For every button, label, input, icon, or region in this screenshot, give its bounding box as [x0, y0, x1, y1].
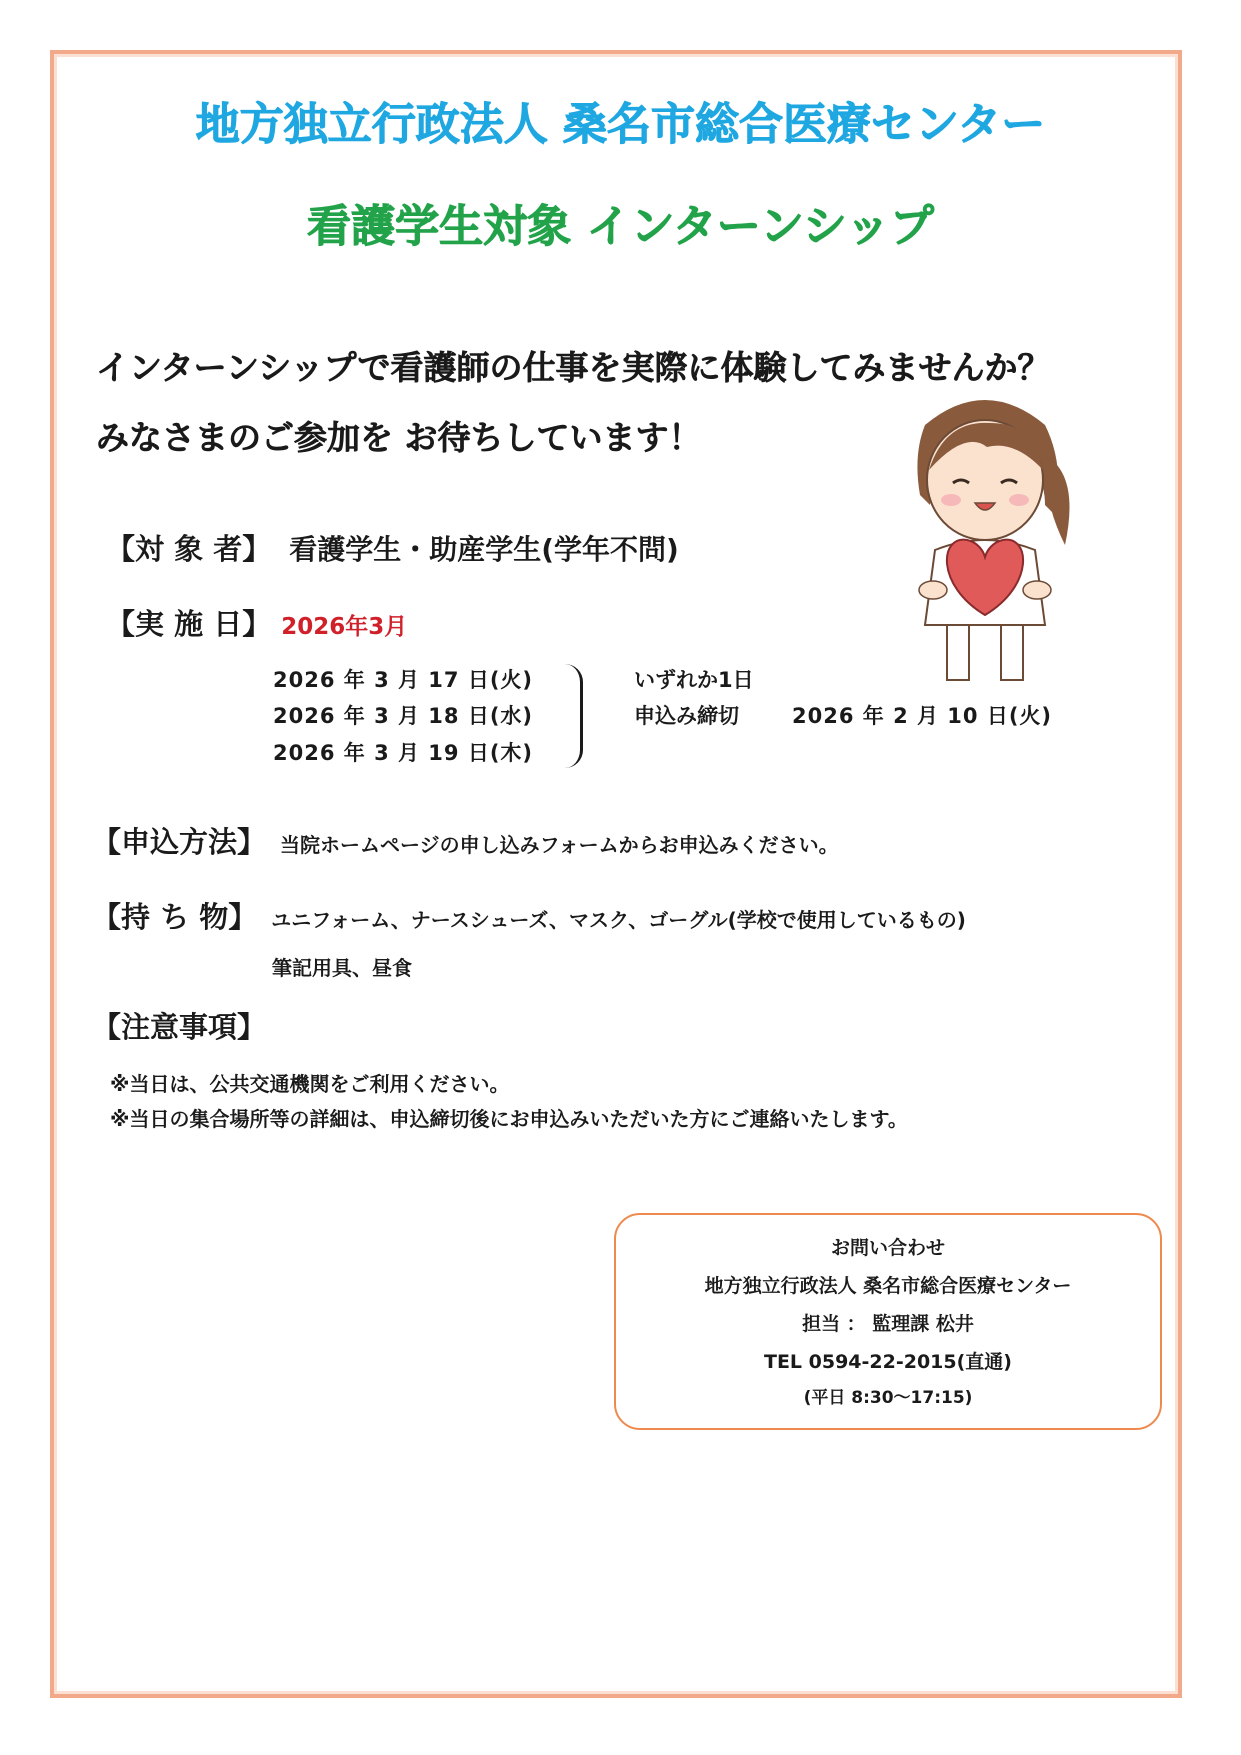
- deadline-label: 申込み締切: [634, 704, 739, 728]
- belongings-line1: ユニフォーム、ナースシューズ、マスク、ゴーグル(学校で使用しているもの): [271, 908, 966, 932]
- belongings-label: 【持 ち 物】: [92, 900, 258, 934]
- notes-row: [92, 1005, 266, 1046]
- contact-hours: (平日 8:30～17:15): [803, 1388, 973, 1408]
- organization-title: 地方独立行政法人 桑名市総合医療センター: [195, 99, 1046, 150]
- date-3: 2026 年 3 月 19 日(木): [273, 741, 534, 765]
- date-brace: [562, 664, 583, 768]
- date-1: 2026 年 3 月 17 日(火): [273, 668, 534, 692]
- note-item-1: ※当日は、公共交通機関をご利用ください。: [110, 1072, 510, 1096]
- apply-row: [92, 820, 839, 861]
- contact-box: [614, 1213, 1162, 1430]
- notes-label: 【注意事項】: [92, 1010, 267, 1044]
- schedule-label: 【実 施 日】: [106, 607, 272, 641]
- lead-invitation: みなさまのご参加を お待ちしています！: [96, 418, 702, 457]
- belongings-line2: 筆記用具、昼食: [272, 956, 412, 980]
- deadline-value: 2026 年 2 月 10 日(火): [792, 704, 1053, 728]
- lead-question: インターンシップで看護師の仕事を実際に体験してみませんか？: [96, 348, 1051, 387]
- target-label: 【対 象 者】: [106, 532, 272, 566]
- choose-note: いずれか1日: [634, 668, 754, 692]
- target-value: 看護学生・助産学生(学年不問): [289, 533, 679, 566]
- schedule-row: [106, 602, 407, 643]
- page-border: [50, 50, 1182, 1698]
- contact-org: 地方独立行政法人 桑名市総合医療センター: [704, 1275, 1072, 1297]
- date-2: 2026 年 3 月 18 日(水): [273, 704, 534, 728]
- schedule-month: 2026年3月: [281, 614, 408, 640]
- contact-heading: お問い合わせ: [830, 1237, 945, 1259]
- contact-person: 担当 ： 監理課 松井: [802, 1313, 974, 1335]
- contact-tel: TEL 0594-22-2015(直通): [763, 1351, 1012, 1373]
- note-item-2: ※当日の集合場所等の詳細は、申込締切後にお申込みいただいた方にご連絡いたします。: [110, 1107, 908, 1131]
- target-row: [106, 527, 679, 568]
- internship-title: 看護学生対象 インターンシップ: [307, 201, 934, 252]
- nurse-illustration: [895, 385, 1075, 685]
- belongings-row: [92, 895, 966, 936]
- apply-label: 【申込方法】: [92, 825, 267, 859]
- apply-value: 当院ホームページの申し込みフォームからお申込みください。: [280, 833, 839, 857]
